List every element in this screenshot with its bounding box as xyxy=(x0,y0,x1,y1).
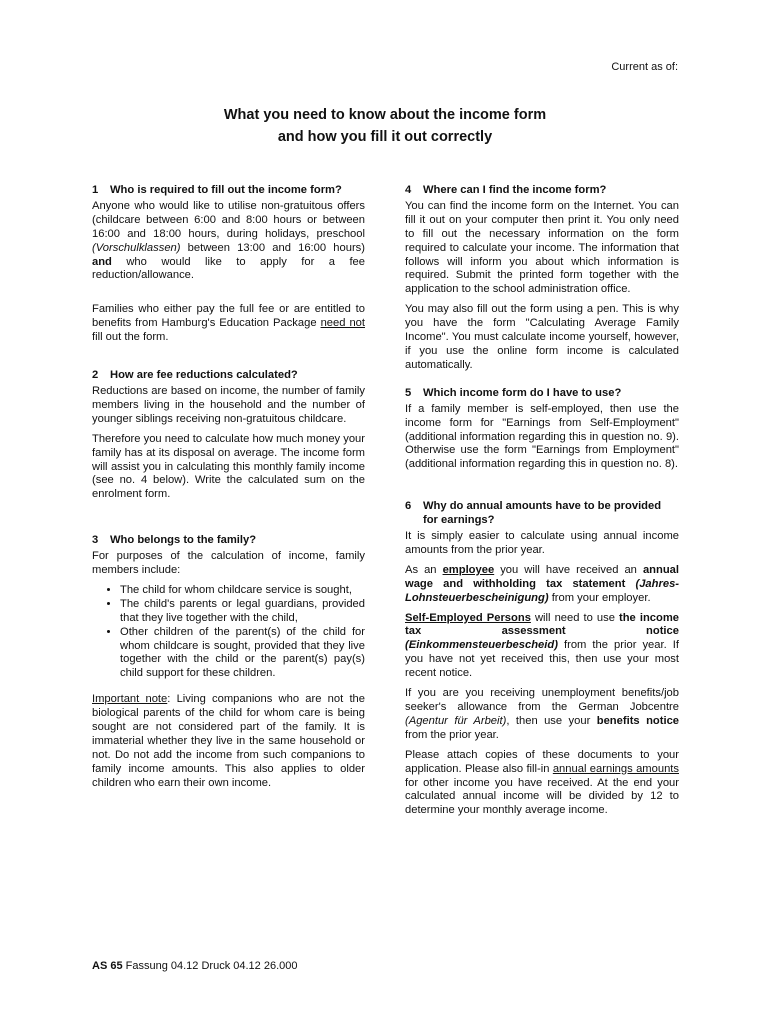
text: Please attach copies of these documents to your application. Please also fill-in xyxy=(405,748,679,775)
important-note-text: : Living companions who are not the biological parents of the child for whom care is being sought are not considered part of the family. It is immaterial whether they live in the same household or not. Do not add the income from such companions to family income amounts. This also applies to older children who earn their own income. xyxy=(92,693,366,789)
text-bold: benefits notice xyxy=(596,714,680,727)
section-number: 6 xyxy=(405,500,412,513)
section-3-heading xyxy=(92,534,365,548)
text-italic: (Vorschulklassen) xyxy=(92,241,181,254)
section-3 xyxy=(92,534,365,790)
section-heading-text: Which income form do I have to use? xyxy=(423,386,622,399)
text-bold: and xyxy=(92,255,112,268)
text-bold-italic: (Jahres-Lohnsteuerbescheinigung) xyxy=(405,577,680,604)
list-item: • Other children of the parent(s) of the child for whom childcare is sought, provided that they live together with the child or the parent(s) pay(s) child support for these children. xyxy=(120,626,365,682)
section-4-heading xyxy=(405,184,679,198)
section-6-heading xyxy=(405,500,679,528)
current-as-of: Current as of: xyxy=(611,61,678,73)
section-2-paragraph-2: Therefore you need to calculate how much money your family has at its disposal on average. The income form will assist you in calculating this monthly family income (see no. 4 below). Write the calculated sum on the enrolment form. xyxy=(92,432,366,501)
section-heading-text: Who is required to fill out the income form? xyxy=(110,184,342,196)
text: from the prior year. xyxy=(405,728,499,741)
section-4-paragraph-1: You can find the income form on the Internet. You can fill it out on your computer then print it. You only need to fill out the necessary information on the form required to calculate your income. The information that follows will inform you about which information is required. Submit the printed form together with the application to the school administration office. xyxy=(405,199,679,296)
section-5-heading xyxy=(405,387,679,401)
text: between 13:00 and 16:00 hours) xyxy=(180,241,365,254)
text-underlined: need not xyxy=(320,317,365,330)
text: As an xyxy=(405,563,443,576)
text-bold-underlined: Self-Employed Persons xyxy=(405,611,531,624)
text: from your employer. xyxy=(548,591,651,604)
section-number: 2 xyxy=(92,369,99,382)
text xyxy=(625,578,635,590)
section-4-paragraph-2: You may also fill out the form using a pen. This is why you have the form "Calculating Average Family Income". You must calculate income yourself, however, if you use the online form income is calculated automatically. xyxy=(405,303,679,371)
section-number: 1 xyxy=(92,184,99,196)
section-6-paragraph-2 xyxy=(405,564,679,606)
section-5 xyxy=(405,387,679,472)
title-line-1: What you need to know about the income form xyxy=(223,107,547,123)
section-2 xyxy=(92,369,365,502)
text: Families who either pay the full fee or are entitled to benefits from Hamburg's Education Package xyxy=(92,303,365,330)
right-column xyxy=(405,184,679,824)
text: fill out the form. xyxy=(92,331,169,344)
section-heading-text: Why do annual amounts have to be provided for earnings? xyxy=(423,500,662,527)
section-6-paragraph-1: It is simply easier to calculate using annual income amounts from the prior year. xyxy=(405,530,679,556)
important-note xyxy=(92,693,365,790)
text-underlined: annual earnings amounts xyxy=(552,762,679,775)
text: from the prior year. If you have not yet received this, then use your most recent notice. xyxy=(405,639,679,680)
left-column xyxy=(92,184,365,797)
text: you will have received an xyxy=(494,563,643,576)
text: will need to use xyxy=(530,611,619,624)
section-heading-text: Where can I find the income form? xyxy=(423,184,607,196)
text-bold-italic: (Einkommensteuerbescheid) xyxy=(405,639,558,652)
section-heading-text: Who belongs to the family? xyxy=(110,534,257,547)
list-item: • The child for whom childcare service is sought, xyxy=(120,584,365,598)
section-2-paragraph-1: Reductions are based on income, the number of family members living in the household and the number of younger siblings receiving non-gratuitous childcare. xyxy=(92,384,365,425)
section-6-paragraph-5 xyxy=(405,749,679,819)
text-bold-underlined: employee xyxy=(442,563,495,576)
section-5-paragraph-1: If a family member is self-employed, then use the income form for "Earnings from Self-Employment" (additional information regarding this in question no. 9). Otherwise use the form "Earnings from Employment" (additional information regarding this in question no. 8). xyxy=(405,402,679,471)
text: , then use your xyxy=(506,714,597,727)
section-number: 3 xyxy=(92,534,99,547)
footer-edition: Fassung 04.12 Druck 04.12 26.000 xyxy=(122,960,298,972)
text-bold: annual wage and withholding tax statement xyxy=(405,563,679,590)
title-line-2: and how you fill it out correctly xyxy=(277,129,493,145)
text: for other income you have received. At the end your calculated annual income will be divided by 12 to determine your monthly average income. xyxy=(405,776,679,817)
section-1 xyxy=(92,184,365,345)
text-italic: (Agentur für Arbeit) xyxy=(405,714,507,727)
family-members-list xyxy=(92,584,365,681)
form-code: AS 65 xyxy=(92,960,123,972)
section-6 xyxy=(405,500,679,818)
footer xyxy=(92,960,297,972)
section-number: 5 xyxy=(405,386,412,399)
text: who would like to apply for a fee reduction/allowance. xyxy=(92,255,365,282)
text: If you are you receiving unemployment benefits/job seeker's allowance from the German Jobcentre xyxy=(405,687,679,713)
section-number: 4 xyxy=(405,184,412,196)
text: Anyone who would like to utilise non-gratuitous offers (childcare between 6:00 and 8:00 hours or between 16:00 and 18:00 hours, during holidays, preschool xyxy=(92,199,365,240)
important-note-label: Important note xyxy=(92,693,168,706)
section-2-heading xyxy=(92,369,365,383)
section-6-paragraph-4 xyxy=(405,687,679,743)
page-title xyxy=(0,104,770,148)
section-6-paragraph-3 xyxy=(405,612,679,682)
section-1-paragraph-2 xyxy=(92,303,365,345)
section-1-heading xyxy=(92,184,365,198)
section-1-paragraph-1 xyxy=(92,200,365,283)
section-heading-text: How are fee reductions calculated? xyxy=(110,369,298,382)
section-3-paragraph-1: For purposes of the calculation of income, family members include: xyxy=(92,550,365,577)
text-bold: the income tax assessment notice xyxy=(405,611,680,638)
section-4 xyxy=(405,184,679,373)
list-item: • The child's parents or legal guardians, provided that they live together with the child, xyxy=(120,598,365,626)
